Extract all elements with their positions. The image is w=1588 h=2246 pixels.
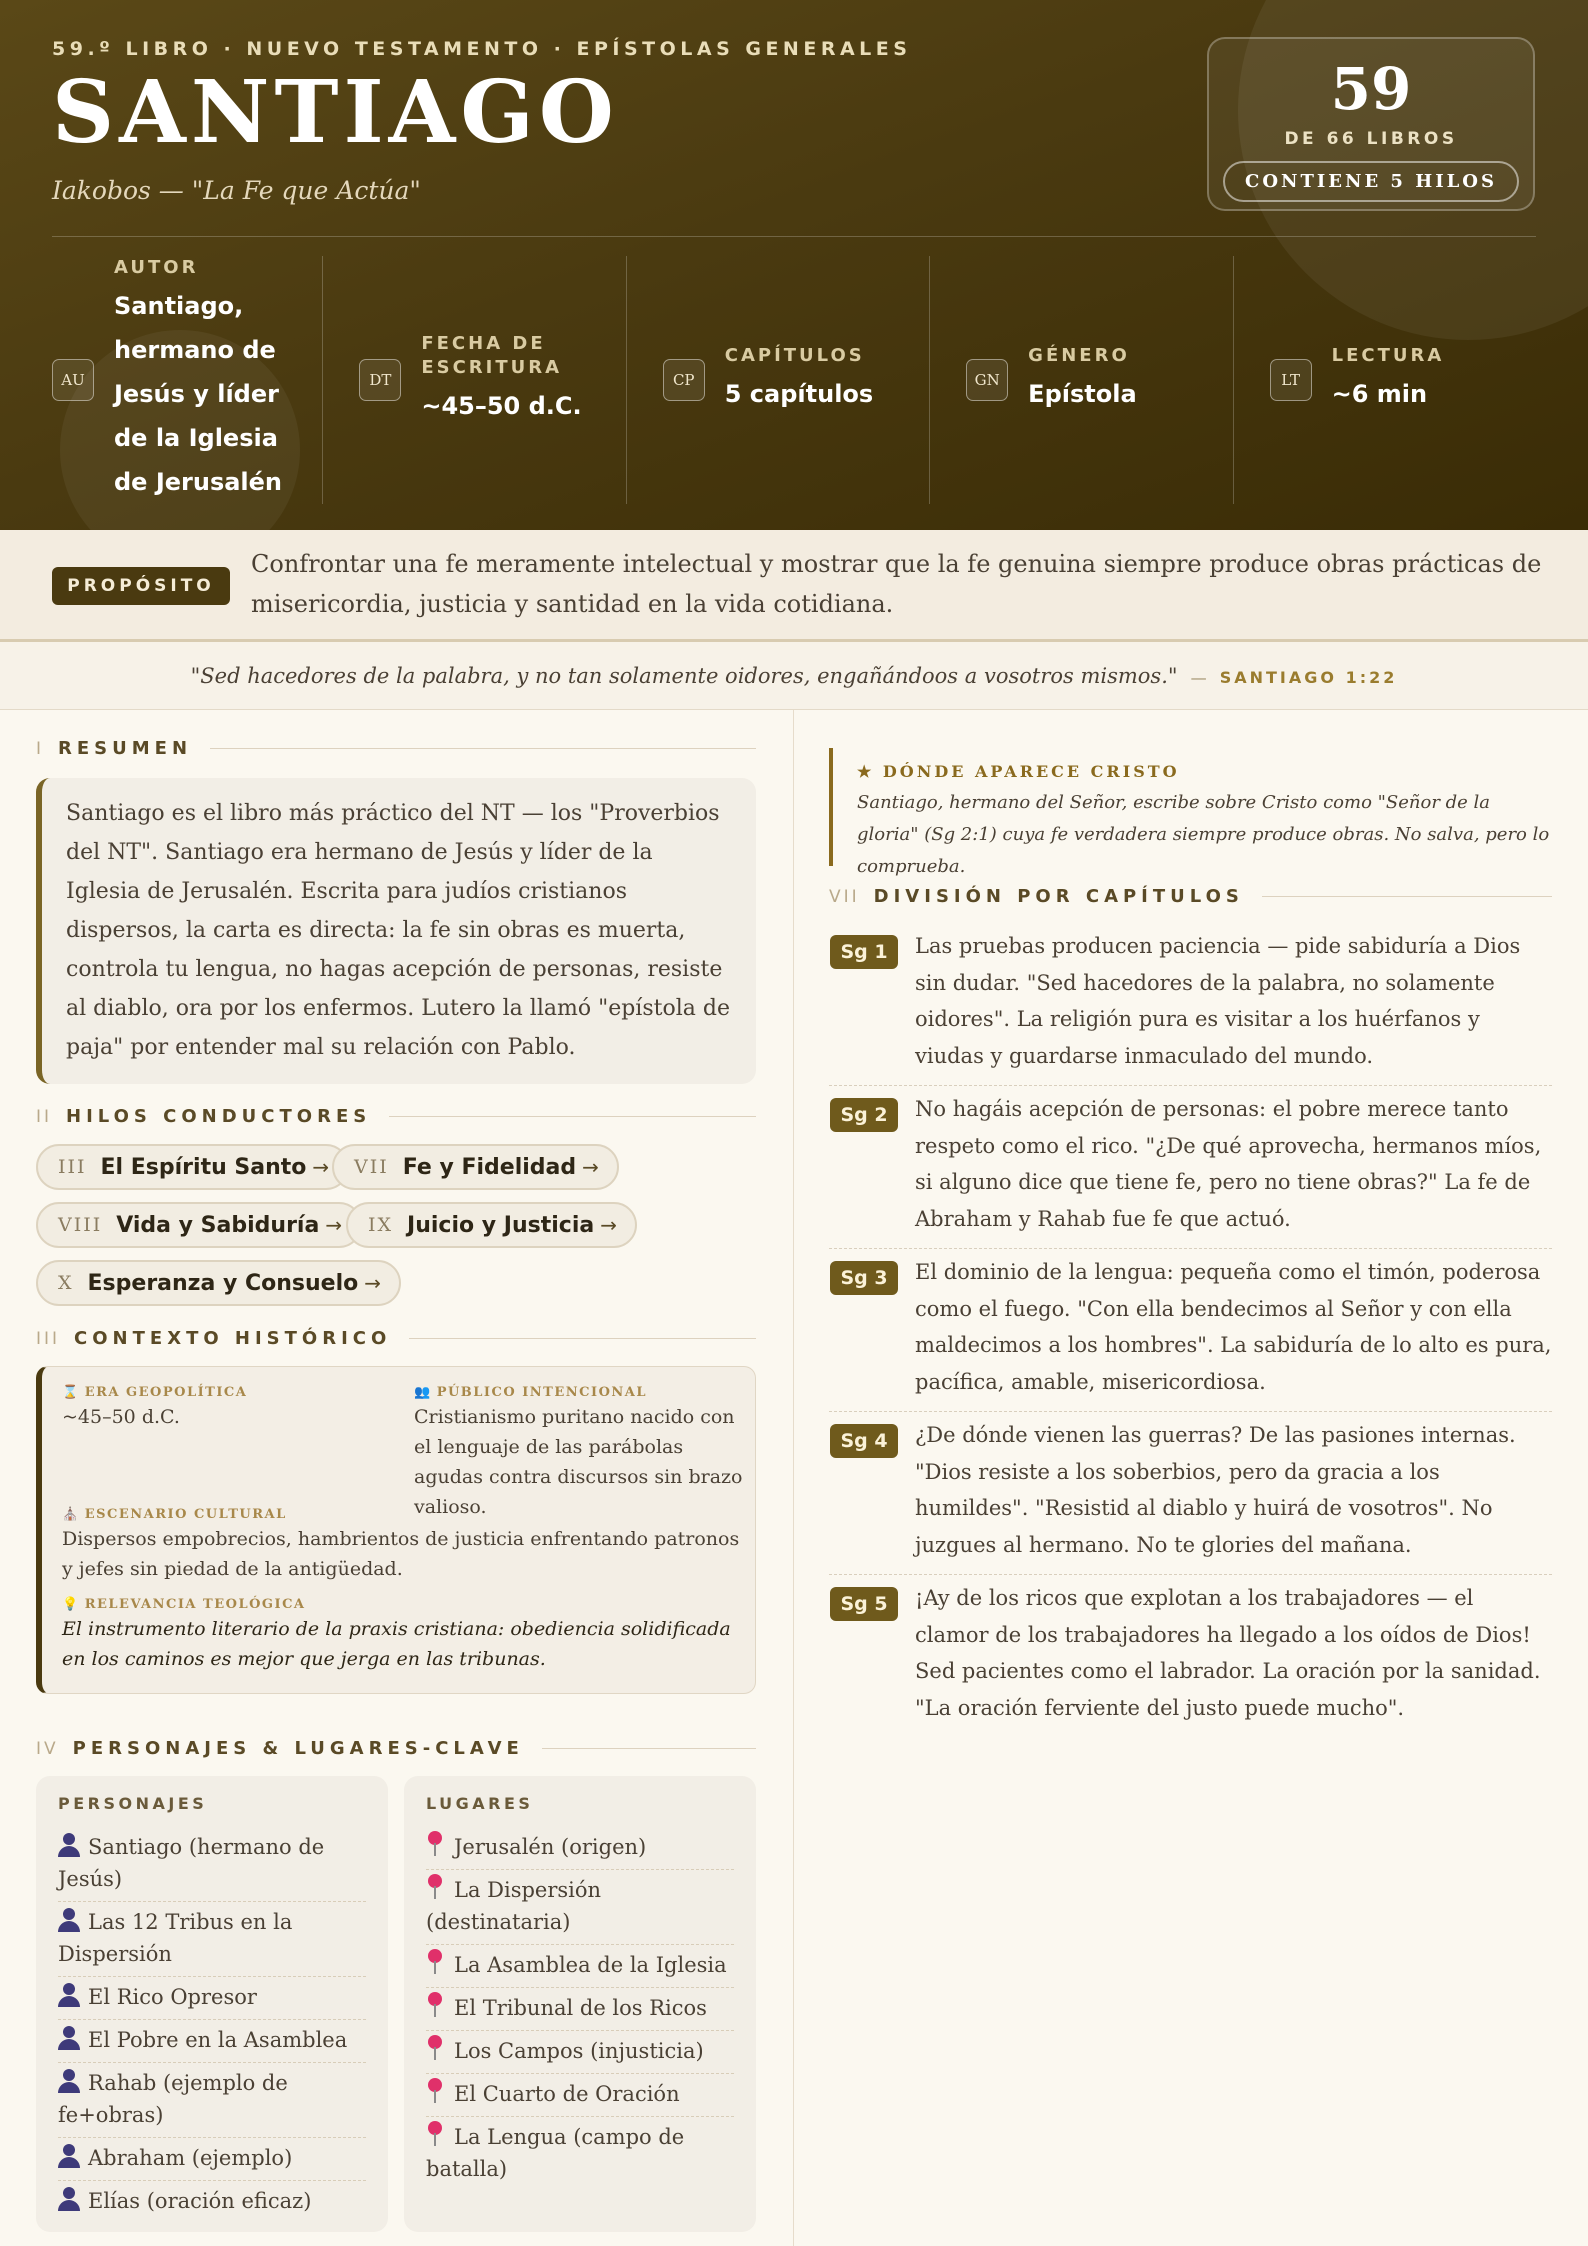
- section-rule: [1262, 896, 1552, 897]
- place-item: [426, 2074, 734, 2117]
- book-eyebrow: 59.º LIBRO · NUEVO TESTAMENTO · EPÍSTOLAS GENERALES: [52, 38, 912, 60]
- person-icon: [58, 1983, 80, 2007]
- section-heading-context: [36, 1328, 756, 1349]
- section-number: I: [36, 738, 45, 759]
- thread-number: X: [58, 1272, 74, 1294]
- thread-label: Juicio y Justicia: [407, 1212, 595, 1238]
- place-name: Jerusalén (origen): [454, 1835, 647, 1859]
- person-item: [58, 1827, 366, 1902]
- book-count-label: DE 66 LIBROS: [1284, 129, 1458, 149]
- place-item: [426, 1827, 734, 1870]
- section-rule: [210, 748, 756, 749]
- meta-label: LECTURA: [1331, 345, 1445, 366]
- meta-date: [322, 256, 625, 504]
- pin-icon: [426, 1949, 444, 1975]
- thread-pill-wisdom[interactable]: [36, 1202, 362, 1248]
- date-icon: DT: [359, 359, 401, 401]
- meta-author: [52, 256, 322, 504]
- hourglass-icon: ⌛: [62, 1385, 80, 1400]
- meta-label: FECHA DE ESCRITURA: [421, 333, 563, 378]
- key-verse-text: "Sed hacedores de la palabra, y no tan solamente oidores, engañándoos a vosotros mismos.": [190, 664, 1178, 688]
- purpose-text: Confrontar una fe meramente intelectual y mostrar que la fe genuina siempre produce obras prácticas de misericordia, justicia y santidad en la vida cotidiana.: [251, 550, 1542, 618]
- arrow-right-icon: →: [582, 1155, 599, 1179]
- reading-icon: LT: [1270, 359, 1312, 401]
- context-theology: [62, 1597, 742, 1674]
- person-name: Rahab (ejemplo de fe+obras): [58, 2071, 288, 2127]
- key-verse-dash: —: [1190, 668, 1207, 687]
- arrow-right-icon: →: [312, 1155, 330, 1179]
- chapter-badge: Sg 1: [830, 935, 898, 969]
- book-count-box: [1207, 37, 1535, 211]
- section-title: HILOS CONDUCTORES: [66, 1106, 372, 1127]
- book-header: [0, 0, 1588, 530]
- thread-pill-hope[interactable]: [36, 1260, 401, 1306]
- place-item: [426, 2117, 734, 2191]
- thread-number: VIII: [58, 1214, 103, 1236]
- person-item: [58, 2063, 366, 2138]
- person-item: [58, 1902, 366, 1977]
- context-label: PÚBLICO INTENCIONAL: [436, 1385, 647, 1400]
- pin-icon: [426, 2035, 444, 2061]
- section-title: RESUMEN: [58, 738, 193, 759]
- column-divider: [793, 710, 794, 2246]
- book-title: SANTIAGO: [52, 62, 619, 163]
- chapter-badge: Sg 3: [830, 1261, 898, 1295]
- arrow-right-icon: →: [364, 1271, 382, 1295]
- chapter-item: [829, 1580, 1552, 1738]
- place-item: [426, 2031, 734, 2074]
- context-value: El instrumento literario de la praxis cristiana: obediencia solidificada en los caminos es mejor que jerga en las tribunas.: [62, 1618, 731, 1670]
- book-number: 59: [1330, 55, 1412, 123]
- purpose-label: PROPÓSITO: [52, 567, 230, 605]
- historical-context-card: [36, 1366, 756, 1694]
- meta-genre: [929, 256, 1232, 504]
- pin-icon: [426, 1874, 444, 1900]
- place-name: La Lengua (campo de batalla): [426, 2125, 685, 2181]
- meta-row: [52, 256, 1536, 504]
- context-culture: [62, 1507, 742, 1584]
- chapter-summary: El dominio de la lengua: pequeña como el timón, poderosa como el fuego. "Con ella bendecimos al Señor y con ella maldecimos a los hombres". La sabiduría de lo alto es pura, pacífica, amable, misericordiosa.: [915, 1260, 1552, 1394]
- header-divider: [52, 236, 1536, 237]
- christ-title: ★ DÓNDE APARECE CRISTO: [857, 762, 1180, 781]
- context-value: Dispersos empobrecios, hambrientos de justicia enfrentando patronos y jefes sin piedad de la antigüedad.: [62, 1528, 740, 1580]
- context-label: ERA GEOPOLÍTICA: [84, 1385, 248, 1400]
- section-number: II: [36, 1106, 53, 1127]
- section-title: CONTEXTO HISTÓRICO: [74, 1328, 392, 1349]
- temple-icon: ⛪: [62, 1507, 80, 1522]
- meta-value: ~6 min: [1331, 380, 1428, 408]
- thread-label: Vida y Sabiduría: [116, 1212, 320, 1238]
- people-icon: 👥: [414, 1385, 432, 1400]
- thread-number: III: [58, 1156, 87, 1178]
- place-item: [426, 1988, 734, 2031]
- summary-card: [36, 778, 756, 1084]
- meta-value: Santiago, hermano de Jesús y líder de la Iglesia de Jerusalén: [114, 292, 283, 496]
- arrow-right-icon: →: [600, 1213, 617, 1237]
- person-icon: [58, 2187, 80, 2211]
- thread-label: Esperanza y Consuelo: [87, 1270, 359, 1296]
- section-number: III: [36, 1328, 61, 1349]
- pin-icon: [426, 1992, 444, 2018]
- purpose-band: [0, 530, 1588, 642]
- chapters-icon: CP: [663, 359, 705, 401]
- summary-text: Santiago es el libro más práctico del NT — los "Proverbios del NT". Santiago era hermano de Jesús y líder de la Iglesia de Jerusalén. Escrita para judíos cristianos dispersos, la carta es directa: la fe sin obras es muerta, controla tu lengua, no hagas acepción de personas, resiste al diablo, ora por los enfermos. Lutero la llamó "epístola de paja" por entender mal su relación con Pablo.: [66, 801, 730, 1060]
- section-heading-people-places: [36, 1738, 756, 1759]
- place-name: El Tribunal de los Ricos: [454, 1996, 707, 2020]
- chapter-item: [829, 1417, 1552, 1575]
- thread-label: Fe y Fidelidad: [402, 1154, 577, 1180]
- context-label: ESCENARIO CULTURAL: [84, 1507, 287, 1522]
- people-card: [36, 1776, 388, 2232]
- person-icon: [58, 2144, 80, 2168]
- chapter-item: [829, 928, 1552, 1086]
- section-title: PERSONAJES & LUGARES-CLAVE: [72, 1738, 524, 1759]
- context-era: [62, 1385, 392, 1432]
- section-number: IV: [36, 1738, 59, 1759]
- chapter-summary: Las pruebas producen paciencia — pide sabiduría a Dios sin dudar. "Sed hacedores de la palabra, no solamente oidores". La religión pura es visitar a los huérfanos y viudas y guardarse inmaculado del mundo.: [915, 934, 1521, 1068]
- context-value: Cristianismo puritano nacido con el lenguaje de las parábolas agudas contra discursos sin brazo valioso.: [414, 1406, 743, 1518]
- pin-icon: [426, 1831, 444, 1857]
- threads-count-pill[interactable]: CONTIENE 5 HILOS: [1223, 161, 1519, 202]
- pin-icon: [426, 2121, 444, 2147]
- place-item: [426, 1945, 734, 1988]
- place-name: La Asamblea de la Iglesia: [454, 1953, 727, 1977]
- places-card: [404, 1776, 756, 2232]
- section-rule: [542, 1748, 756, 1749]
- person-icon: [58, 1833, 80, 1857]
- chapter-badge: Sg 4: [830, 1424, 898, 1458]
- chapter-summary: ¿De dónde vienen las guerras? De las pasiones internas. "Dios resiste a los soberbios, pero da gracia a los humildes". "Resistid al diablo y huirá de vosotros". No juzgues al hermano. No te glories del mañana.: [915, 1423, 1516, 1557]
- meta-reading-time: [1233, 256, 1536, 504]
- key-verse-reference: SANTIAGO 1:22: [1219, 668, 1398, 687]
- key-verse: [0, 642, 1588, 710]
- person-item: [58, 2138, 366, 2181]
- thread-number: IX: [368, 1214, 394, 1236]
- meta-value: Epístola: [1028, 380, 1137, 408]
- chapter-summary: ¡Ay de los ricos que explotan a los trabajadores — el clamor de los trabajadores ha llegado a los oídos de Dios! Sed pacientes como el labrador. La oración por la sanidad. "La oración ferviente del justo puede mucho".: [915, 1586, 1541, 1720]
- section-title: DIVISIÓN POR CAPÍTULOS: [873, 886, 1244, 907]
- person-name: Las 12 Tribus en la Dispersión: [58, 1910, 293, 1966]
- meta-label: AUTOR: [114, 257, 199, 278]
- place-name: El Cuarto de Oración: [454, 2082, 680, 2106]
- section-rule: [389, 1116, 756, 1117]
- person-name: Santiago (hermano de Jesús): [58, 1835, 325, 1891]
- person-icon: [58, 1908, 80, 1932]
- context-audience: [414, 1385, 744, 1522]
- place-name: La Dispersión (destinataria): [426, 1878, 602, 1934]
- person-name: Abraham (ejemplo): [88, 2146, 293, 2170]
- lightbulb-icon: 💡: [62, 1597, 80, 1612]
- book-subtitle: Iakobos — "La Fe que Actúa": [52, 176, 421, 205]
- where-christ-appears: [829, 748, 1552, 877]
- thread-pill-faith[interactable]: [332, 1144, 619, 1190]
- christ-text: Santiago, hermano del Señor, escribe sobre Cristo como "Señor de la gloria" (Sg 2:1) cuya fe verdadera siempre produce obras. No salva, pero lo comprueba.: [857, 792, 1550, 877]
- chapter-badge: Sg 2: [830, 1098, 898, 1132]
- people-title: PERSONAJES: [58, 1794, 208, 1813]
- chapter-summary: No hagáis acepción de personas: el pobre merece tanto respeto como el rico. "¿De qué aprovecha, hermanos míos, si alguno dice que tiene fe, pero no tiene obras?" La fe de Abraham y Rahab fue fe que actuó.: [915, 1097, 1542, 1231]
- section-heading-chapters: [829, 886, 1552, 907]
- thread-number: VII: [354, 1156, 389, 1178]
- section-number: VII: [829, 886, 860, 907]
- person-icon: [58, 2026, 80, 2050]
- thread-pill-holy-spirit[interactable]: [36, 1144, 349, 1190]
- section-rule: [409, 1338, 756, 1339]
- place-item: [426, 1870, 734, 1945]
- meta-label: CAPÍTULOS: [724, 345, 865, 366]
- genre-icon: GN: [966, 359, 1008, 401]
- person-item: [58, 1977, 366, 2020]
- person-icon: [58, 2069, 80, 2093]
- places-title: LUGARES: [426, 1794, 534, 1813]
- section-heading-summary: [36, 738, 756, 759]
- person-name: Elías (oración eficaz): [88, 2189, 312, 2213]
- chapter-badge: Sg 5: [830, 1587, 898, 1621]
- person-name: El Pobre en la Asamblea: [88, 2028, 348, 2052]
- person-item: [58, 2181, 366, 2223]
- thread-pill-justice[interactable]: [346, 1202, 637, 1248]
- meta-value: ~45–50 d.C.: [421, 392, 582, 420]
- person-name: El Rico Opresor: [88, 1985, 257, 2009]
- person-item: [58, 2020, 366, 2063]
- place-name: Los Campos (injusticia): [454, 2039, 704, 2063]
- thread-label: El Espíritu Santo: [100, 1154, 307, 1180]
- context-label: RELEVANCIA TEOLÓGICA: [84, 1597, 306, 1612]
- context-value: ~45–50 d.C.: [62, 1406, 180, 1428]
- chapter-item: [829, 1254, 1552, 1412]
- meta-label: GÉNERO: [1028, 345, 1130, 366]
- meta-chapters: [626, 256, 929, 504]
- chapter-item: [829, 1091, 1552, 1249]
- author-icon: AU: [52, 359, 94, 401]
- meta-value: 5 capítulos: [724, 380, 874, 408]
- pin-icon: [426, 2078, 444, 2104]
- arrow-right-icon: →: [325, 1213, 343, 1237]
- section-heading-threads: [36, 1106, 756, 1127]
